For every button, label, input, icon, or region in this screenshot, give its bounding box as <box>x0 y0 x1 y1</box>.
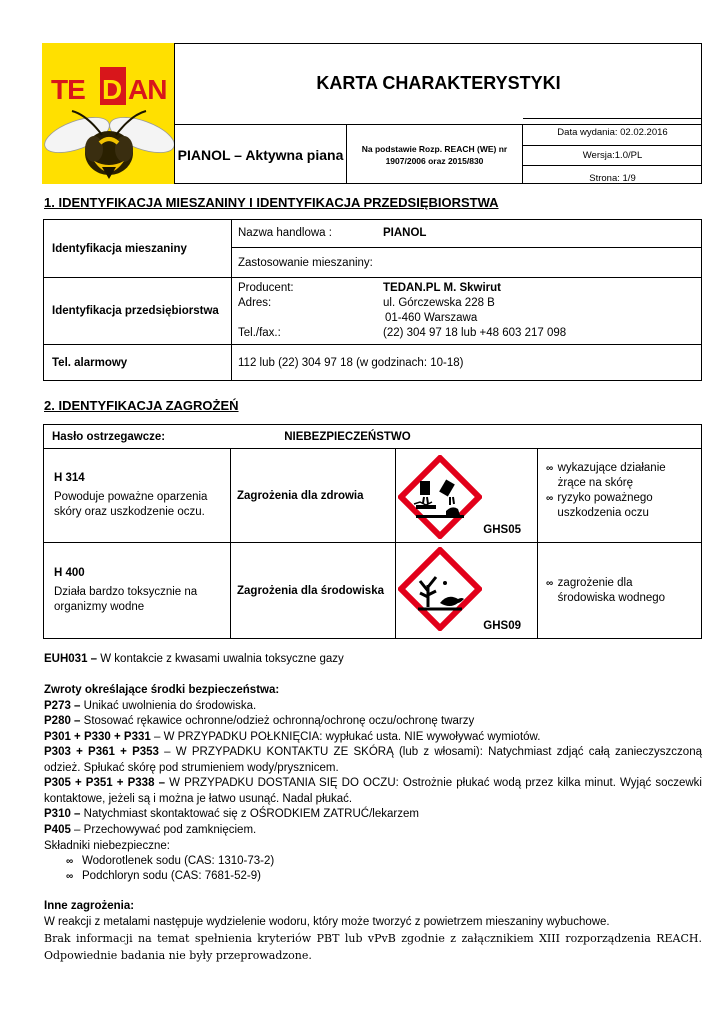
other-hazards-block <box>44 898 702 964</box>
address-line-2: 01-460 Warszawa <box>385 312 478 324</box>
signal-word-row <box>44 425 702 449</box>
precaution-item: P273 – Unikać uwolnienia do środowiska. <box>44 699 257 712</box>
hazard-code: H 400 <box>54 566 85 579</box>
tel-value: (22) 304 97 18 lub +48 603 217 098 <box>383 327 567 339</box>
hazard-statement <box>44 543 231 639</box>
producer-key: Producent: <box>238 282 294 294</box>
effect-item: ∞ zagrożenie dla środowiska wodnego <box>546 576 666 604</box>
other-hazards-title: Inne zagrożenia: <box>44 900 135 912</box>
ingredients-block <box>44 838 274 884</box>
reach-basis: Na podstawie Rozp. REACH (WE) nr 1907/2006 oraz 2015/830 <box>347 125 523 184</box>
mixture-label: Identyfikacja mieszaniny <box>44 220 232 278</box>
version: Wersja:1.0/PL <box>523 145 702 165</box>
section-2-title: 2. IDENTYFIKACJA ZAGROŻEŃ <box>44 398 239 413</box>
hazard-code: H 314 <box>54 471 85 484</box>
address-key: Adres: <box>238 297 272 309</box>
document-meta <box>523 118 702 184</box>
page-number: Strona: 1/9 <box>523 165 702 191</box>
euh-statement <box>44 651 344 667</box>
section-1-title: 1. IDENTYFIKACJA MIESZANINY I IDENTYFIKACJA PRZEDSIĘBIORSTWA <box>44 195 499 210</box>
svg-text:TE: TE <box>51 74 85 105</box>
precaution-item: P310 – Natychmiast skontaktować się z OŚRODKIEM ZATRUĆ/lekarzem <box>44 808 419 820</box>
hazard-category: Zagrożenia dla zdrowia <box>231 449 396 543</box>
precautions-title: Zwroty określające środki bezpieczeństwa: <box>44 684 280 696</box>
hazard-row <box>44 449 702 543</box>
pictogram-code: GHS05 <box>483 524 521 536</box>
hazard-effects <box>538 449 702 543</box>
hazard-desc: Powoduje poważne oparzenia skóry oraz uszkodzenie oczu. <box>54 490 208 518</box>
trade-name-key: Nazwa handlowa : <box>238 227 332 239</box>
other-hazards-text: W reakcji z metalami następuje wydzielenie wodoru, który może tworzyć z powietrzem mieszaniny wybuchowe. <box>44 916 610 928</box>
trade-name-value: PIANOL <box>383 227 427 239</box>
usage-key: Zastosowanie mieszaniny: <box>232 248 702 278</box>
precaution-item: P405 – Przechowywać pod zamknięciem. <box>44 823 257 836</box>
pictogram-cell <box>396 449 538 543</box>
address-line-1: ul. Górczewska 228 B <box>383 297 495 309</box>
document-title: KARTA CHARAKTERYSTYKI <box>175 43 702 125</box>
producer-value: TEDAN.PL M. Skwirut <box>383 282 501 294</box>
effect-item: ∞ wykazujące działanie żrące na skórę <box>546 462 666 489</box>
precaution-item: P280 – Stosować rękawice ochronne/odzież ochronną/ochronę oczu/ochronę twarzy <box>44 715 475 727</box>
ingredients-title: Składniki niebezpieczne: <box>44 840 170 852</box>
precaution-item: P303 + P361 + P353 – W PRZYPADKU KONTAKTU ZE SKÓRĄ (lub z włosami): Natychmiast zdjąć całą zanieczyszczoną odzież. Spłukać skórę pod strumieniem wody/prysznicem. <box>44 746 702 774</box>
svg-text:D: D <box>102 74 123 105</box>
company-label: Identyfikacja przedsiębiorstwa <box>44 278 232 345</box>
alarm-label: Tel. alarmowy <box>44 345 232 381</box>
euh-text: W kontakcie z kwasami uwalnia toksyczne gazy <box>97 653 344 665</box>
identification-table <box>43 219 702 381</box>
wasp-logo-icon <box>42 43 175 184</box>
tel-key: Tel./fax.: <box>238 327 281 339</box>
hazard-desc: Działa bardzo toksycznie na organizmy wodne <box>54 585 198 613</box>
pictogram-code: GHS09 <box>483 620 521 632</box>
precaution-item: P301 + P330 + P331 – W PRZYPADKU POŁKNIĘCIA: wypłukać usta. NIE wywoływać wymiotów. <box>44 730 541 743</box>
signal-word: NIEBEZPIECZEŃSTWO <box>284 430 411 443</box>
issue-date: Data wydania: 02.02.2016 <box>523 118 702 145</box>
tedan-logo <box>42 43 175 184</box>
precaution-item: P305 + P351 + P338 – W PRZYPADKU DOSTANIA SIĘ DO OCZU: Ostrożnie płukać wodą przez kilka minut. Wyjąć soczewki kontaktowe, jeżeli są i można je łatwo usunąć. Nadal płukać. <box>44 777 702 805</box>
pictogram-cell <box>396 543 538 639</box>
environment-icon <box>398 547 482 631</box>
pbt-info: Brak informacji na temat spełnienia kryteriów PBT lub vPvB zgodnie z załącznikiem XIII rozporządzenia REACH. Odpowiednie badania nie były przeprowadzone. <box>44 932 702 962</box>
alarm-value: 112 lub (22) 304 97 18 (w godzinach: 10-18) <box>232 345 702 381</box>
hazard-statement <box>44 449 231 543</box>
ingredient-item: ∞ Podchloryn sodu (CAS: 7681-52-9) <box>66 870 261 882</box>
euh-code: EUH031 – <box>44 653 98 665</box>
ingredient-item: ∞ Wodorotlenek sodu (CAS: 1310-73-2) <box>66 855 275 867</box>
svg-text:AN: AN <box>128 74 167 105</box>
hazard-row <box>44 543 702 639</box>
hazard-effects <box>538 543 702 639</box>
signal-label: Hasło ostrzegawcze: <box>52 430 166 443</box>
product-name: PIANOL – Aktywna piana <box>175 125 347 184</box>
hazard-category: Zagrożenia dla środowiska <box>231 543 396 639</box>
corrosion-icon <box>398 455 482 539</box>
effect-item: ∞ ryzyko poważnego uszkodzenia oczu <box>546 492 653 519</box>
hazards-table <box>43 424 702 639</box>
precautions-block <box>44 683 702 838</box>
